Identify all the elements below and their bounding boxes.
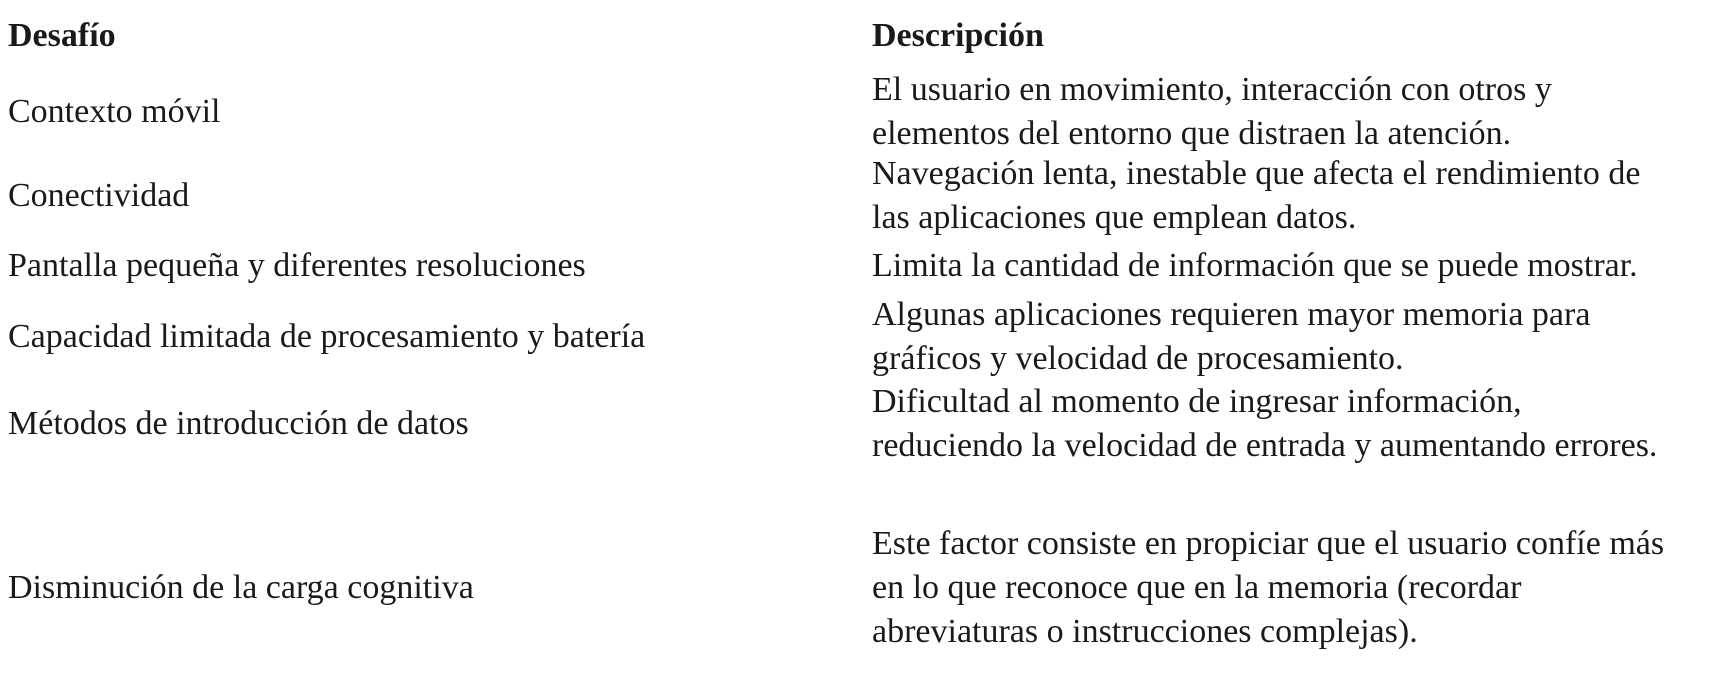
description-cell: [872, 244, 1638, 288]
challenge-cell: Capacidad limitada de procesamiento y batería: [8, 318, 646, 355]
description-cell: [872, 152, 1640, 240]
header-description: Descripción: [872, 17, 1044, 54]
header-challenge: Desafío: [8, 17, 116, 54]
description-cell: [872, 522, 1664, 654]
description-line: reduciendo la velocidad de entrada y aumentando errores.: [872, 427, 1658, 464]
challenge-cell: Contexto móvil: [8, 93, 221, 130]
challenge-cell: Conectividad: [8, 177, 190, 214]
description-cell: [872, 293, 1590, 381]
description-line: elementos del entorno que distraen la atención.: [872, 115, 1512, 152]
description-line: en lo que reconoce que en la memoria (recordar: [872, 569, 1522, 606]
description-line: las aplicaciones que emplean datos.: [872, 199, 1357, 236]
challenge-cell: Pantalla pequeña y diferentes resoluciones: [8, 247, 586, 284]
description-line: Limita la cantidad de información que se puede mostrar.: [872, 247, 1638, 284]
challenge-cell: Disminución de la carga cognitiva: [8, 569, 474, 606]
description-line: El usuario en movimiento, interacción con otros y: [872, 71, 1552, 108]
description-line: Dificultad al momento de ingresar información,: [872, 383, 1522, 420]
challenge-cell: Métodos de introducción de datos: [8, 405, 469, 442]
description-cell: [872, 380, 1657, 468]
description-line: Algunas aplicaciones requieren mayor memoria para: [872, 296, 1591, 333]
description-line: Este factor consiste en propiciar que el usuario confíe más: [872, 525, 1665, 562]
description-line: Navegación lenta, inestable que afecta el rendimiento de: [872, 155, 1641, 192]
description-line: gráficos y velocidad de procesamiento.: [872, 340, 1404, 377]
description-line: abreviaturas o instrucciones complejas).: [872, 613, 1418, 650]
description-cell: [872, 68, 1552, 156]
